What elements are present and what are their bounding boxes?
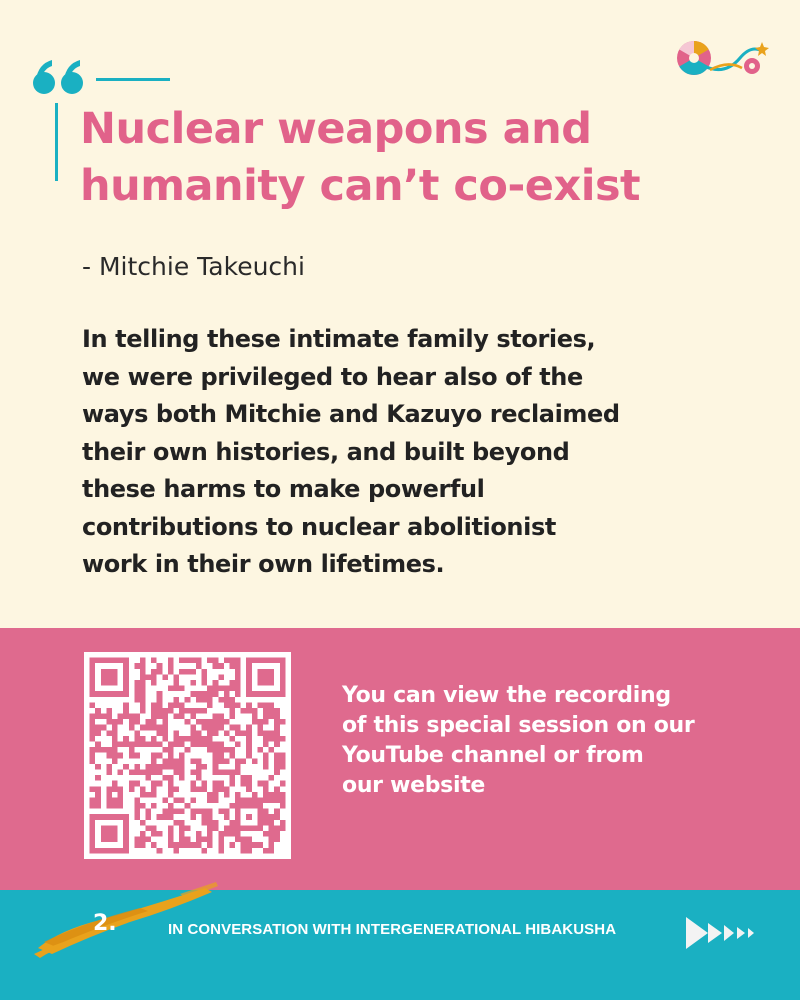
quote-author: - Mitchie Takeuchi xyxy=(82,252,305,281)
series-title: IN CONVERSATION WITH INTERGENERATIONAL HIBAKUSHA xyxy=(168,921,617,938)
quote-line-vertical xyxy=(55,103,58,181)
headline-line-1: Nuclear weapons and xyxy=(80,104,592,154)
logo-icon xyxy=(670,36,770,80)
body-line: their own histories, and built beyond xyxy=(82,437,570,466)
headline-line-2: humanity can’t co-exist xyxy=(80,161,641,211)
cta-line: of this special session on our xyxy=(342,713,695,738)
cta-line: YouTube channel or from xyxy=(342,743,644,768)
body-line: we were privileged to hear also of the xyxy=(82,362,583,391)
quote-icon xyxy=(30,50,90,100)
quote-line-horizontal xyxy=(96,78,170,81)
body-line: work in their own lifetimes. xyxy=(82,550,445,578)
cta-line: our website xyxy=(342,773,486,798)
step-number: 2. xyxy=(93,911,117,936)
body-paragraph xyxy=(82,321,742,584)
brush-stroke-decoration xyxy=(30,880,220,960)
quote-headline xyxy=(80,101,780,215)
body-line: contributions to nuclear abolitionist xyxy=(82,512,556,541)
body-line: ways both Mitchie and Kazuyo reclaimed xyxy=(82,400,620,428)
body-line: these harms to make powerful xyxy=(82,475,485,503)
body-line: In telling these intimate family stories, xyxy=(82,325,596,353)
cta-line: You can view the recording xyxy=(342,683,671,708)
qr-code-icon[interactable] xyxy=(84,652,291,859)
cta-text xyxy=(342,681,732,801)
forward-arrows-icon[interactable] xyxy=(684,915,756,951)
